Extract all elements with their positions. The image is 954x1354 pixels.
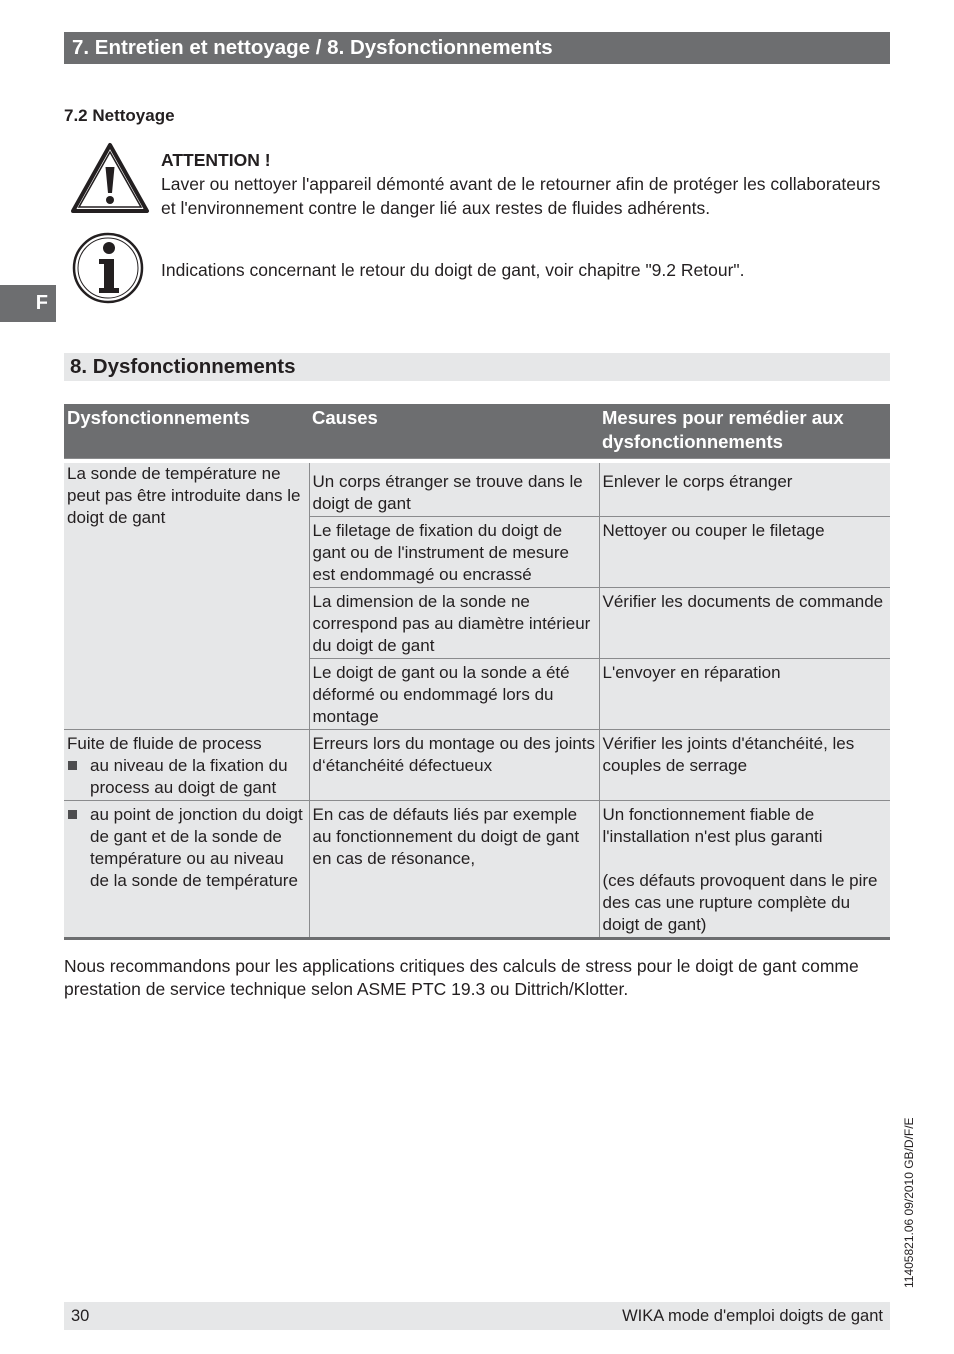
bullet-text: au niveau de la fixation du process au doigt de gant — [90, 756, 288, 797]
cause-cell: Erreurs lors du montage ou des joints d‘étanchéité défectueux — [309, 730, 599, 801]
remedy-text: Un fonctionnement fiable de l'installation n'est plus garanti — [602, 805, 823, 846]
cause-cell: Le filetage de fixation du doigt de gant ou de l'instrument de mesure est endommagé ou encrassé — [309, 517, 599, 588]
document-code: 11405821.06 09/2010 GB/D/F/E — [902, 1117, 916, 1288]
bullet-square-icon — [68, 761, 77, 770]
remedy-cell: Nettoyer ou couper le filetage — [599, 517, 890, 588]
bullet-square-icon — [68, 810, 77, 819]
malfunction-cell — [64, 730, 309, 801]
column-header-malfunctions: Dysfonctionnements — [64, 404, 309, 459]
cause-cell: Un corps étranger se trouve dans le doigt de gant — [309, 463, 599, 517]
remedy-cell: Enlever le corps étranger — [599, 463, 890, 517]
page-footer — [64, 1302, 890, 1330]
table-row — [64, 730, 890, 801]
cause-cell: La dimension de la sonde ne correspond pas au diamètre intérieur du doigt de gant — [309, 588, 599, 659]
remedy-cell — [599, 801, 890, 939]
info-icon — [72, 232, 144, 304]
page-number: 30 — [71, 1307, 90, 1325]
section-heading-malfunctions: 8. Dysfonctionnements — [64, 353, 890, 381]
subsection-heading-cleaning: 7.2 Nettoyage — [64, 106, 175, 125]
table-row — [64, 801, 890, 939]
language-tab: F — [0, 285, 56, 322]
bullet-item — [67, 755, 306, 799]
column-header-causes: Causes — [309, 404, 599, 459]
remedy-cell: Vérifier les joints d'étanchéité, les couples de serrage — [599, 730, 890, 801]
remedy-cell: Vérifier les documents de commande — [599, 588, 890, 659]
info-text: Indications concernant le retour du doigt de gant, voir chapitre "9.2 Retour". — [161, 260, 745, 280]
bullet-item — [67, 804, 306, 892]
malfunction-title: Fuite de fluide de process — [67, 734, 262, 753]
malfunction-cell: La sonde de température ne peut pas être introduite dans le doigt de gant — [64, 463, 309, 730]
malfunctions-table — [64, 404, 890, 940]
section-header-bar: 7. Entretien et nettoyage / 8. Dysfonctionnements — [64, 32, 890, 64]
remedy-note: (ces défauts provoquent dans le pire des cas une rupture complète du doigt de gant) — [602, 871, 878, 934]
warning-text: Laver ou nettoyer l'appareil démonté avant de le retourner afin de protéger les collaborateurs et l'environnement contre le danger lié aux restes de fluides adhérents. — [161, 174, 881, 218]
bullet-text: au point de jonction du doigt de gant et de la sonde de température ou au niveau de la sonde de température — [90, 805, 303, 890]
column-header-remedies: Mesures pour remédier aux dysfonctionnements — [599, 404, 890, 459]
footer-title: WIKA mode d'emploi doigts de gant — [622, 1307, 883, 1325]
table-header-row — [64, 404, 890, 459]
remedy-cell: L'envoyer en réparation — [599, 659, 890, 730]
cause-cell: Le doigt de gant ou la sonde a été déformé ou endommagé lors du montage — [309, 659, 599, 730]
warning-title: ATTENTION ! — [161, 150, 271, 170]
malfunction-cell — [64, 801, 309, 939]
cause-cell: En cas de défauts liés par exemple au fonctionnement du doigt de gant en cas de résonance, — [309, 801, 599, 939]
table-row — [64, 463, 890, 517]
recommendation-note: Nous recommandons pour les applications critiques des calculs de stress pour le doigt de gant comme prestation de service technique selon ASME PTC 19.3 ou Dittrich/Klotter. — [64, 956, 859, 999]
warning-triangle-icon — [70, 142, 150, 214]
